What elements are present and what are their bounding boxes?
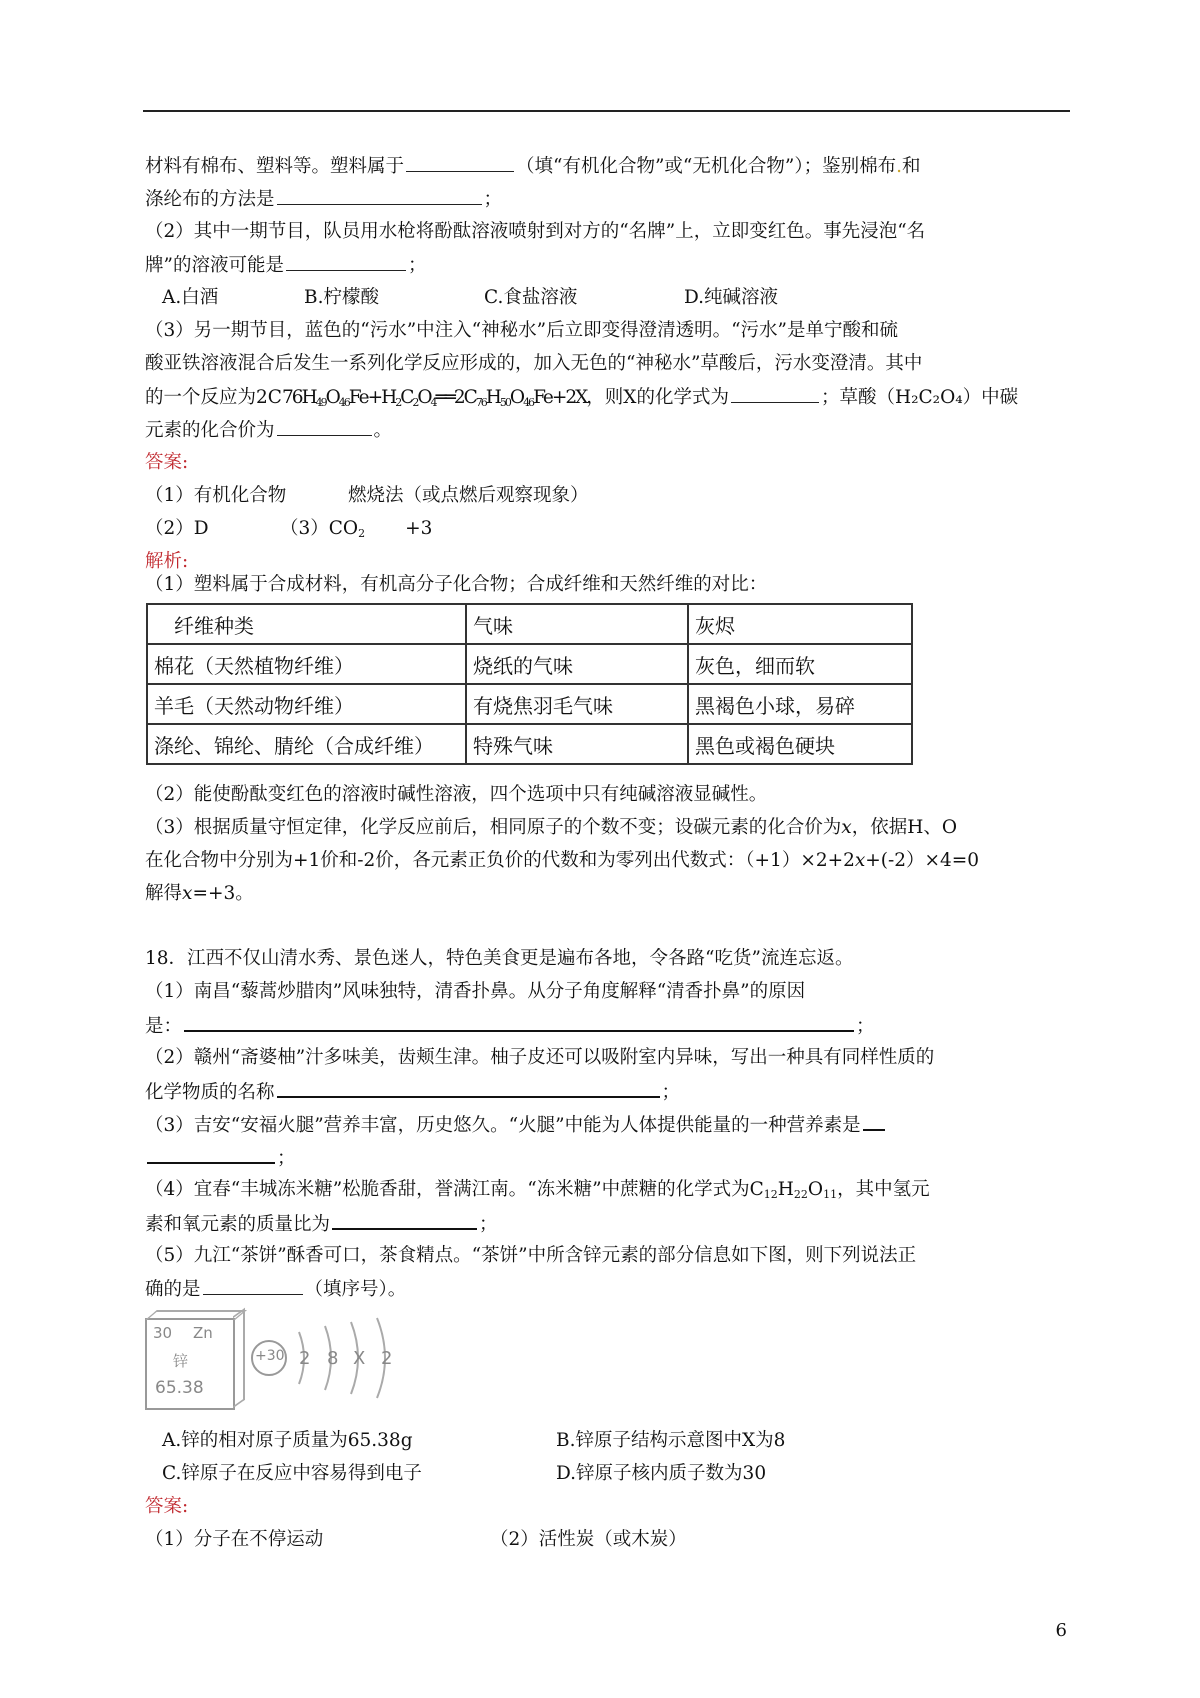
blank-nutrient-cont[interactable] (147, 1144, 275, 1164)
q17-line2: 涤纶布的方法是 ； (145, 186, 502, 213)
answer-label: 答案: (145, 1496, 189, 1517)
table-row: 涤纶、锦纶、腈纶（合成纤维） 特殊气味 黑色或褐色硬块 (147, 724, 912, 764)
periodic-table-cell: 30 Zn 锌 65.38 (145, 1318, 235, 1410)
option-d: D.纯碱溶液 (684, 287, 779, 308)
option-a: A.锌的相对原子质量为65.38g (162, 1430, 413, 1451)
q18-options-row2 (162, 1461, 766, 1487)
q17-part3-line2: 酸亚铁溶液混合后发生一系列化学反应形成的，加入无色的“神秘水”草酸后，污水变澄清。其中 (145, 353, 923, 374)
q17-part3-line3: 的一个反应为$2C76H_{49}O_{46}Fe+H_2C_2O_4══2C_{76}H_{50}O_{46}Fe+2X$，则X的化学式为 ；草酸（H₂C₂O₄）中碳 (145, 384, 1018, 416)
option-d: D.锌原子核内质子数为30 (556, 1463, 767, 1484)
q17-analysis-3c: 解得x=+3。 (145, 883, 254, 904)
q17-part2-line2: 牌”的溶液可能是 ； (145, 252, 426, 279)
table-row: 棉花（天然植物纤维） 烧纸的气味 灰色，细而软 (147, 644, 912, 684)
analysis-label: 解析: (145, 551, 189, 572)
blank-mass-ratio[interactable] (332, 1210, 477, 1230)
table-header-row: 纤维种类 气味 灰烬 (147, 604, 912, 644)
q17-part3-line4: 元素的化合价为 。 (145, 417, 392, 444)
q18-part1-line2: 是： ； (145, 1012, 875, 1040)
blank-adsorbent[interactable] (277, 1078, 660, 1098)
q18-part3-line1: （3）吉安“安福火腿”营养丰富，历史悠久。“火腿”中能为人体提供能量的一种营养素是 (145, 1111, 887, 1139)
q18-part2-line1: （2）赣州“斋婆柚”汁多味美，齿颊生津。柚子皮还可以吸附室内异味，写出一种具有同样性质的 (145, 1047, 935, 1068)
q17-analysis-3a: （3）根据质量守恒定律，化学反应前后，相同原子的个数不变；设碳元素的化合价为x，依据H、O (145, 817, 958, 838)
blank-correct-option[interactable] (203, 1276, 303, 1295)
q17-answer-2: （2）D $(3)CO_2 +3$ (145, 518, 433, 540)
q17-part2-line1: （2）其中一期节目，队员用水枪将酚酞溶液喷射到对方的“名牌”上，立即变红色。事先浸泡“名 (145, 221, 926, 242)
q17-part3-line1: （3）另一期节目，蓝色的“污水”中注入“神秘水”后立即变得澄清透明。“污水”是单宁酸和硫 (145, 320, 899, 341)
q18-stem: 18．江西不仅山清水秀、景色迷人，特色美食更是遍布各地，令各路“吃货”流连忘返。 (145, 948, 854, 969)
answer-label: 答案: (145, 452, 189, 473)
q18-part3-line2: ； (145, 1144, 296, 1172)
q18-part4-line2: 素和氧元素的质量比为 ； (145, 1210, 498, 1238)
fiber-comparison-table (146, 603, 913, 765)
q18-answers: （1）分子在不停运动 （2）活性炭（或木炭） (145, 1529, 687, 1550)
blank-identify-method[interactable] (277, 186, 482, 205)
option-c: C.食盐溶液 (484, 287, 578, 308)
q18-part5-line1: （5）九江“茶饼”酥香可口，茶食精点。“茶饼”中所含锌元素的部分信息如下图，则下列说法正 (145, 1245, 917, 1266)
q17-analysis-2: （2）能使酚酞变红色的溶液时碱性溶液，四个选项中只有纯碱溶液显碱性。 (145, 784, 768, 805)
blank-nutrient[interactable] (863, 1111, 885, 1131)
header-rule (143, 110, 1070, 112)
option-c: C.锌原子在反应中容易得到电子 (162, 1463, 422, 1484)
q18-options-row1 (162, 1428, 785, 1454)
q18-part2-line2: 化学物质的名称 ； (145, 1078, 680, 1106)
option-b: B.锌原子结构示意图中X为8 (556, 1430, 786, 1451)
q18-part4-line1: （4）宜春“丰城冻米糖”松脆香甜，誉满江南。“冻米糖”中蔗糖的化学式为$C_{12}H_{22}O_{11}$，其中氢元 (145, 1179, 930, 1201)
blank-solution[interactable] (286, 252, 406, 271)
option-b: B.柠檬酸 (304, 287, 379, 308)
q17-options (162, 285, 778, 311)
q17-line1: 材料有棉布、塑料等。塑料属于 （填“有机化合物”或“无机化合物”）；鉴别棉布.和 (145, 153, 921, 180)
option-a: A.白酒 (162, 287, 219, 308)
blank-plastic-type[interactable] (406, 153, 514, 172)
q17-analysis-1: （1）塑料属于合成材料，有机高分子化合物；合成纤维和天然纤维的对比： (145, 574, 768, 595)
page-number: 6 (1055, 1620, 1067, 1641)
zinc-element-figure: 30 Zn 锌 65.38 +30 2 8 X 2 (145, 1310, 405, 1410)
table-row: 羊毛（天然动物纤维） 有烧焦羽毛气味 黑褐色小球，易碎 (147, 684, 912, 724)
blank-x-formula[interactable] (731, 384, 819, 403)
q18-part1-line1: （1）南昌“藜蒿炒腊肉”风味独特，清香扑鼻。从分子角度解释“清香扑鼻”的原因 (145, 981, 806, 1002)
q17-analysis-3b: 在化合物中分别为+1价和-2价，各元素正负价的代数和为零列出代数式：（+1）×2+2x+(-2）×4=0 (145, 850, 980, 871)
blank-fragrance-reason[interactable] (184, 1012, 854, 1032)
q18-part5-line2: 确的是 （填序号）。 (145, 1276, 406, 1303)
blank-valence[interactable] (277, 417, 372, 436)
q17-answer-1: （1）有机化合物 燃烧法（或点燃后观察现象） (145, 485, 589, 506)
